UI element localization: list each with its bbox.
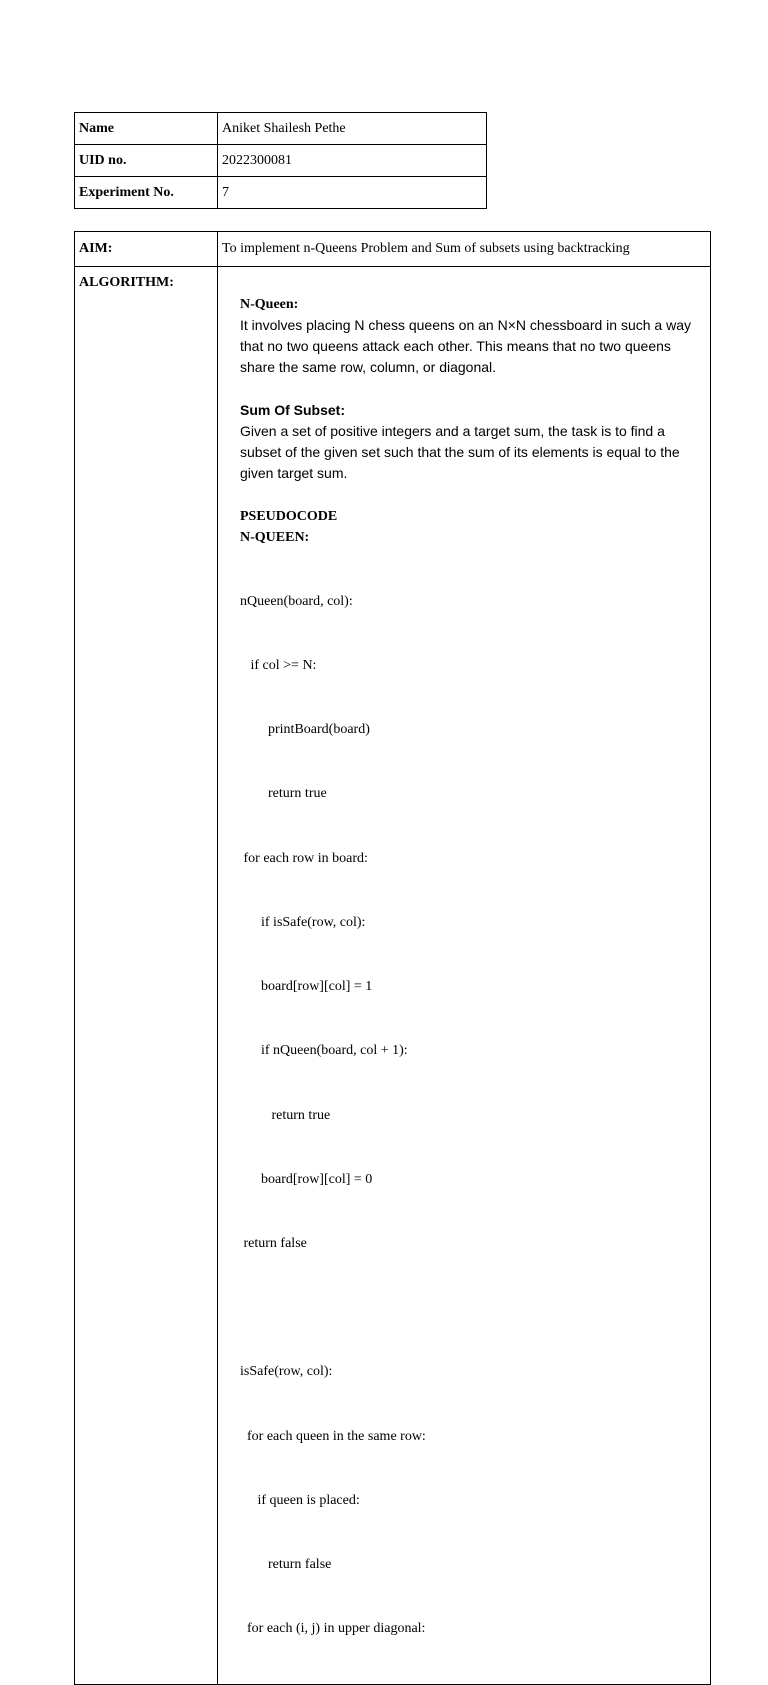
code-line: board[row][col] = 1 [240,979,373,995]
subset-title: Sum Of Subset: [240,402,346,418]
algorithm-content [218,267,711,1685]
nqueen-code-title: N-QUEEN: [240,530,310,545]
code-line: printBoard(board) [240,722,370,738]
aim-label: AIM: [75,232,218,267]
code-line: return true [240,1107,331,1123]
code-line: isSafe(row, col): [240,1364,333,1380]
experiment-table [74,231,711,1685]
code-line: return true [240,786,327,802]
aim-value: To implement n-Queens Problem and Sum of subsets using backtracking [218,232,711,267]
uid-value: 2022300081 [218,145,487,177]
student-info-table [74,112,487,209]
code-line: board[row][col] = 0 [240,1171,373,1187]
nqueen-title: N-Queen: [240,297,299,312]
subset-description: Given a set of positive integers and a target sum, the task is to find a subset of the given set such that the sum of its elements is equal to the given target sum. [240,423,680,481]
info-row-uid [75,145,487,177]
code-line: if queen is placed: [240,1492,360,1508]
algorithm-row [75,267,711,1685]
pseudocode-block [240,548,699,1683]
aim-row [75,232,711,267]
code-line: if nQueen(board, col + 1): [240,1043,408,1059]
code-line: if col >= N: [240,658,317,674]
nqueen-description: It involves placing N chess queens on an N×N chessboard in such a way that no two queens attack each other. This means that no two queens share the same row, column, or diagonal. [240,317,691,375]
code-line: for each queen in the same row: [240,1428,426,1444]
experiment-label: Experiment No. [75,177,218,209]
info-row-experiment [75,177,487,209]
code-line: return false [240,1557,332,1573]
code-line: for each row in board: [240,850,368,866]
name-value: Aniket Shailesh Pethe [218,113,487,145]
experiment-value: 7 [218,177,487,209]
code-line [240,1297,699,1318]
code-line: return false [240,1236,307,1251]
pseudocode-title: PSEUDOCODE [240,509,338,524]
name-label: Name [75,113,218,145]
algorithm-label: ALGORITHM: [75,267,218,1685]
code-line: for each (i, j) in upper diagonal: [240,1621,426,1637]
info-row-name [75,113,487,145]
uid-label: UID no. [75,145,218,177]
code-line: if isSafe(row, col): [240,914,366,930]
code-line: nQueen(board, col): [240,593,353,609]
